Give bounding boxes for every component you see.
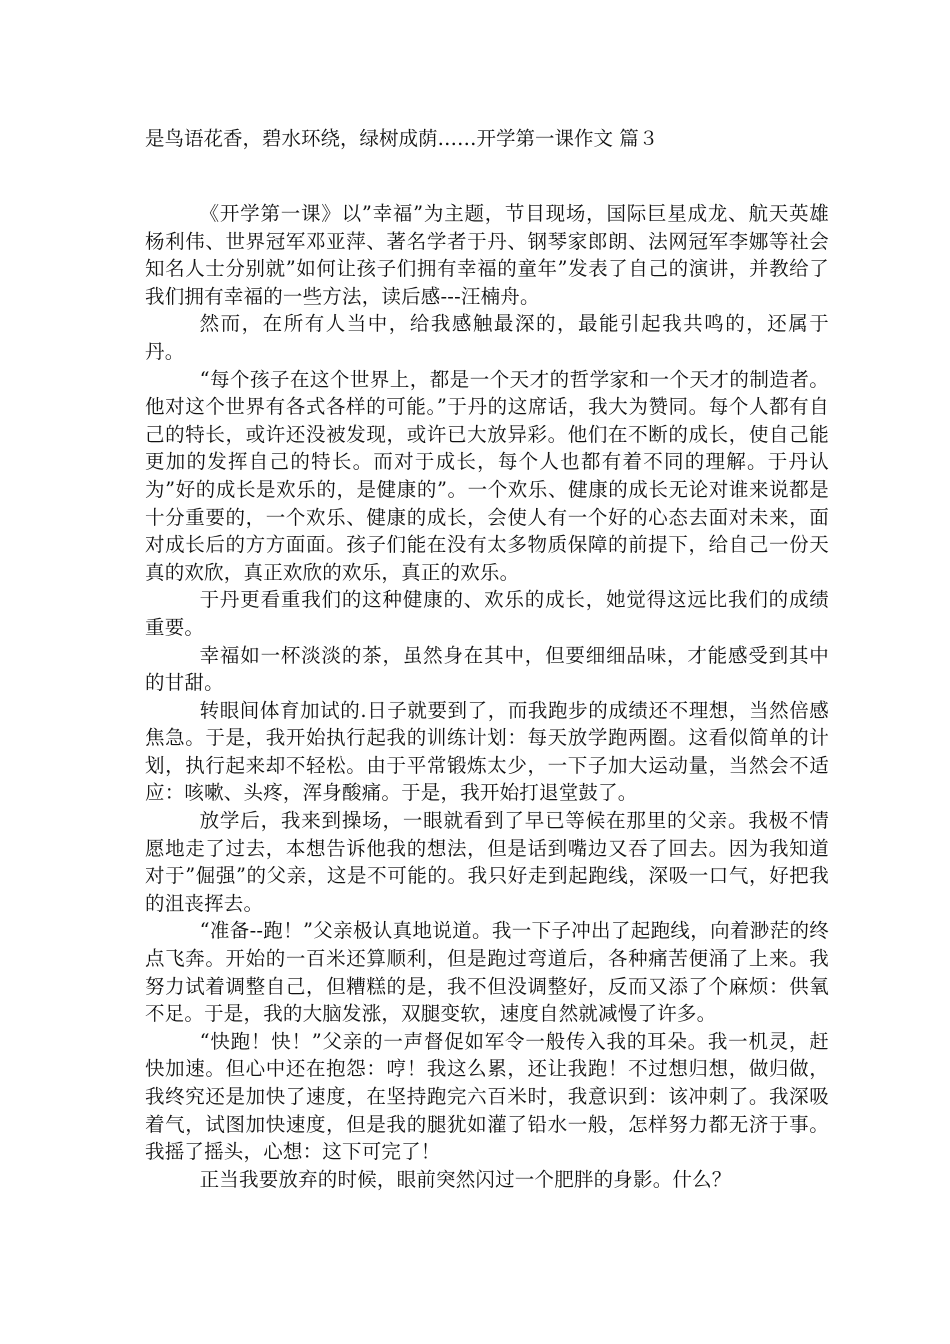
paragraph: 然而，在所有人当中，给我感触最深的，最能引起我共鸣的，还属于丹。 xyxy=(145,312,829,363)
paragraph: “准备--跑！”父亲极认真地说道。我一下子冲出了起跑线，向着渺茫的终点飞奔。开始的一百米还算顺利，但是跑过弯道后，各种痛苦便涌了上来。我努力试着调整自己，但糟糕的是，我不但没调整好，反而又添了个麻烦：供氧不足。于是，我的大脑发涨，双腿变软，速度自然就减慢了许多。 xyxy=(145,919,829,1026)
document-heading: 是鸟语花香，碧水环绕，绿树成荫……开学第一课作文 篇３ xyxy=(145,127,659,150)
paragraph: 转眼间体育加试的.日子就要到了，而我跑步的成绩还不理想，当然倍感焦急。于是，我开始执行起我的训练计划：每天放学跑两圈。这看似简单的计划，执行起来却不轻松。由于平常锻炼太少，一下子加大运动量，当然会不适应：咳嗽、头疼，浑身酸痛。于是，我开始打退堂鼓了。 xyxy=(145,698,829,805)
paragraph: 于丹更看重我们的这种健康的、欢乐的成长，她觉得这远比我们的成绩重要。 xyxy=(145,588,829,639)
paragraph: 正当我要放弃的时候，眼前突然闪过一个肥胖的身影。什么？ xyxy=(199,1167,732,1191)
paragraph: 放学后，我来到操场，一眼就看到了早已等候在那里的父亲。我极不情愿地走了过去，本想告诉他我的想法，但是话到嘴边又吞了回去。因为我知道对于”倔强”的父亲，这是不可能的。我只好走到起跑线，深吸一口气，好把我的沮丧挥去。 xyxy=(145,809,829,915)
essay-body xyxy=(145,200,829,1193)
paragraph: 幸福如一杯淡淡的茶，虽然身在其中，但要细细品味，才能感受到其中的甘甜。 xyxy=(145,643,829,695)
paragraph: “快跑！快！”父亲的一声督促如军令一般传入我的耳朵。我一机灵，赶快加速。但心中还在抱怨：哼！我这么累，还让我跑！不过想归想，做归做，我终究还是加快了速度，在坚持跑完六百米时，我意识到：该冲刺了。我深吸着气，试图加快速度，但是我的腿犹如灌了铅水一般，怎样努力都无济于事。我摇了摇头，心想：这下可完了！ xyxy=(145,1029,829,1164)
paragraph: 《开学第一课》以”幸福”为主题，节目现场，国际巨星成龙、航天英雄杨利伟、世界冠军邓亚萍、著名学者于丹、钢琴家郎朗、法网冠军李娜等社会知名人士分别就”如何让孩子们拥有幸福的童年”发表了自己的演讲，并教给了我们拥有幸福的一些方法，读后感---汪楠舟。 xyxy=(145,202,829,308)
paragraph: “每个孩子在这个世界上，都是一个天才的哲学家和一个天才的制造者。他对这个世界有各式各样的可能。”于丹的这席话，我大为赞同。每个人都有自己的特长，或许还没被发现，或许已大放异彩。他们在不断的成长，使自己能更加的发挥自己的特长。而对于成长，每个人也都有着不同的理解。于丹认为”好的成长是欢乐的，是健康的”。一个欢乐、健康的成长无论对谁来说都是十分重要的，一个欢乐、健康的成长，会使人有一个好的心态去面对未来，面对成长后的方方面面。孩子们能在没有太多物质保障的前提下，给自己一份天真的欢欣，真正欢欣的欢乐，真正的欢乐。 xyxy=(145,367,829,584)
